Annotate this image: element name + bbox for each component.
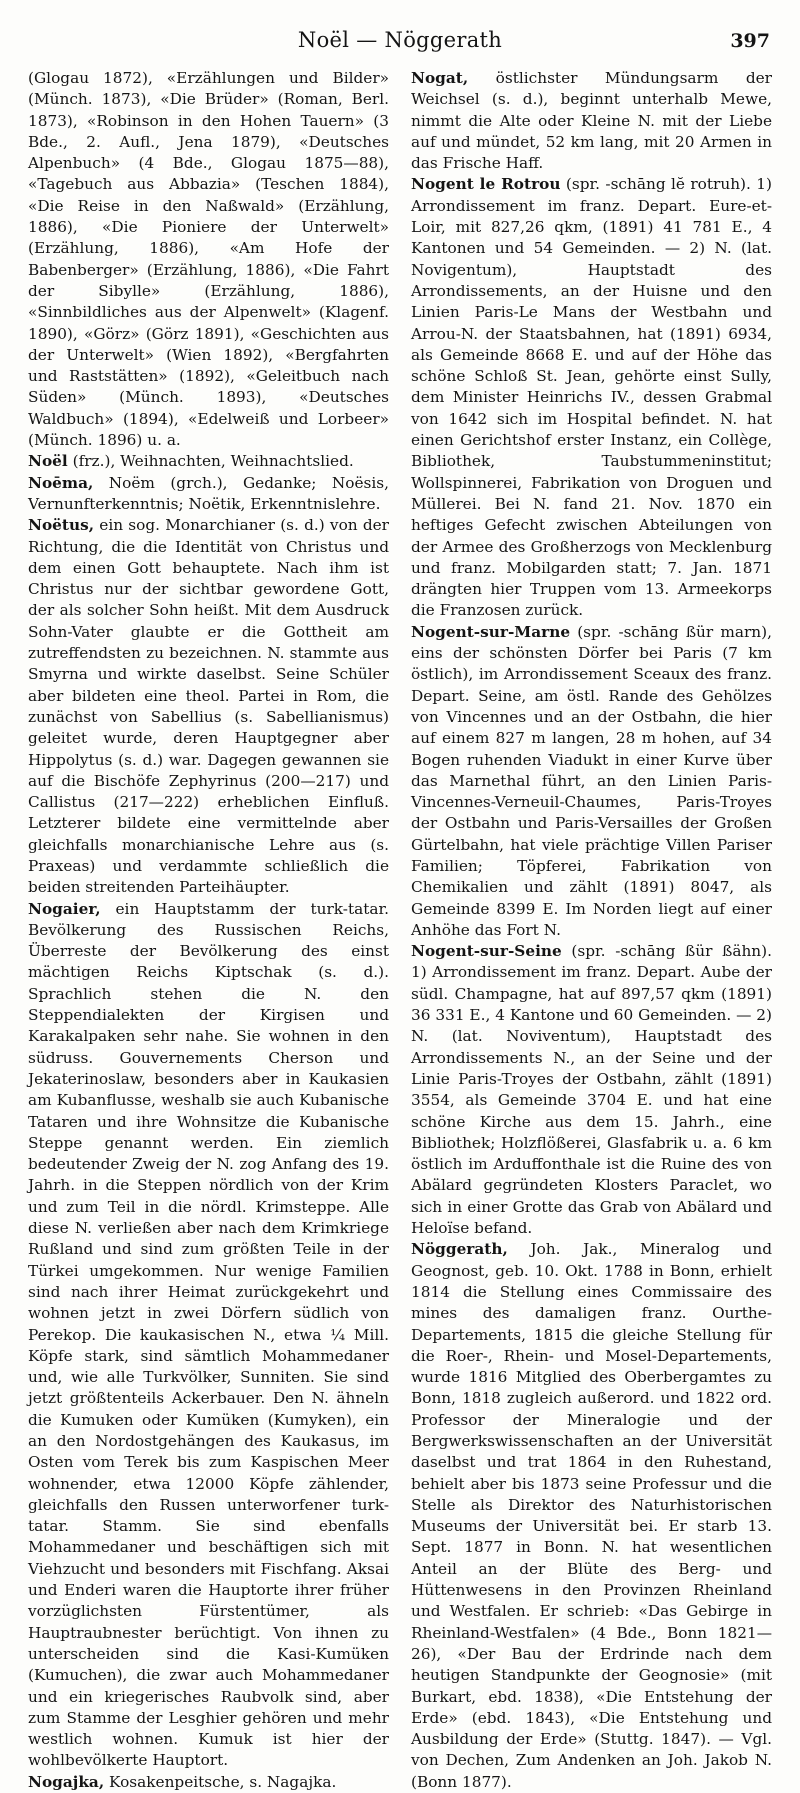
entry-noema	[28, 473, 389, 516]
entry-headword: Nogaier,	[28, 899, 101, 918]
entry-body: (Glogau 1872), «Erzählungen und Bilder» (Münch. 1873), «Die Brüder» (Roman, Berl. 1873), «Robinson in den Hohen Tauern» (3 Bde., 2. Aufl., Jena 1879), «Deutsches Alpenbuch» (4 Bde., Glogau 1875—88), «Tagebuch aus Abbazia» (Teschen 1884), «Die Reise in den Naßwald» (Erzählung, 1886), «Die Pioniere der Unterwelt» (Erzählung, 1886), «Am Hofe der Babenberger» (Erzählung, 1886), «Die Fahrt der Sibylle» (Erzählung, 1886), «Sinnbildliches aus der Alpenwelt» (Klagenf. 1890), «Görz» (Görz 1891), «Geschichten aus der Unterwelt» (Wien 1892), «Bergfahrten und Raststätten» (1892), «Geleitbuch nach Süden» (Münch. 1893), «Deutsches Waldbuch» (1894), «Edelweiß und Lorbeer» (Münch. 1896) u. a.	[28, 69, 389, 450]
page-number: 397	[730, 30, 770, 52]
entry-nogent-sur-seine	[411, 941, 772, 1239]
entry-headword: Noëtus,	[28, 516, 95, 535]
entry-nogent-sur-marne	[411, 622, 772, 941]
entry-headword: Nogent le Rotrou	[411, 175, 561, 194]
entry-nogat	[411, 68, 772, 174]
entry-noel	[28, 451, 389, 472]
entry-headword: Noël	[28, 452, 68, 471]
entry-headword: Noēma,	[28, 473, 94, 492]
entry-body: (frz.), Weihnachten, Weihnachtslied.	[72, 452, 354, 471]
entry-body: Kosakenpeitsche, s. Nagajka.	[109, 1772, 337, 1791]
entry-body: (spr. -schāng ßür marn), eins der schönsten Dörfer bei Paris (7 km östlich), im Arrondissement Sceaux des franz. Depart. Seine, am östl. Rande des Gehölzes von Vincennes und an der Ostbahn, die hier auf einem 827 m langen, 28 m hohen, auf 34 Bogen ruhenden Viadukt in einer Kurve über das Marnethal führt, an den Linien Paris-Vincennes-Verneuil-Chaumes, Paris-Troyes der Ostbahn und Paris-Versailles der Großen Gürtelbahn, hat viele prächtige Villen Pariser Familien; Töpferei, Fabrikation von Chemikalien und zählt (1891) 8047, als Gemeinde 8399 E. Im Norden liegt auf einer Anhöhe das Fort N.	[411, 622, 772, 939]
running-head-title: Noël — Nöggerath	[297, 28, 503, 52]
text-columns	[28, 68, 772, 1791]
right-column	[411, 68, 772, 1791]
entry-noetus	[28, 515, 389, 898]
entry-nogaier	[28, 899, 389, 1772]
entry-noeggerath	[411, 1239, 772, 1793]
entry-headword: Nogat,	[411, 69, 469, 87]
entry-nogajka	[28, 1772, 389, 1793]
entry-body: ein Hauptstamm der turk-tatar. Bevölkerung des Russischen Reichs, Überreste der Bevölkerung des einst mächtigen Reichs Kiptschak (s. d.). Sprachlich stehen die N. den Steppendialekten der Kirgisen und Karakalpaken sehr nahe. Sie wohnen in den südruss. Gouvernements Cherson und Jekaterinoslaw, besonders aber in Kaukasien am Kubanflusse, weshalb sie auch Kubanische Tataren und ihre Wohnsitze die Kubanische Steppe genannt werden. Ein ziemlich bedeutender Zweig der N. zog Anfang des 19. Jahrh. in die Steppen nördlich von der Krim und zum Teil in die nördl. Krimsteppe. Alle diese N. verließen aber nach dem Krimkriege Rußland und sind zum größten Teile in der Türkei umgekommen. Nur wenige Familien sind nach ihrer Heimat zurückgekehrt und wohnen jetzt in zwei Dörfern südlich von Perekop. Die kaukasischen N., etwa ¼ Mill. Köpfe stark, sind sämtlich Mohammedaner und, wie alle Turkvölker, Sunniten. Sie sind jetzt größtenteils Ackerbauer. Den N. ähneln die Kumuken oder Kumüken (Kumyken), ein an den Nordostgehängen des Kaukasus, im Osten vom Terek bis zum Kaspischen Meer wohnender, etwa 12000 Köpfe zählender, gleichfalls den Russen unterworfener turk-tatar. Stamm. Sie sind ebenfalls Mohammedaner und beschäftigen sich mit Viehzucht und besonders mit Fischfang. Aksai und Enderi waren die Hauptorte ihrer früher vorzüglichsten Fürstentümer, als Hauptraubnester berüchtigt. Von ihnen zu unterscheiden sind die Kasi-Kumüken (Kumuchen), die zwar auch Mohammedaner und ein kriegerisches Raubvolk sind, aber zum Stamme der Lesghier gehören und mehr westlich wohnen. Kumuk ist hier der wohlbevölkerte Hauptort.	[28, 899, 389, 1770]
entry-body: östlichster Mündungsarm der Weichsel (s. d.), beginnt unterhalb Mewe, nimmt die Alte oder Kleine N. mit der Liebe auf und mündet, 52 km lang, mit 20 Armen in das Frische Haff.	[411, 69, 772, 173]
entry-headword: Nöggerath,	[411, 1240, 508, 1259]
entry-body: (spr. -schāng ßür ßähn). 1) Arrondissement im franz. Depart. Aube der südl. Champagne, hat auf 897,57 qkm (1891) 36 331 E., 4 Kantone und 60 Gemeinden. — 2) N. (lat. Noviventum), Hauptstadt des Arrondissements N., an der Seine und der Linie Paris-Troyes der Ostbahn, zählt (1891) 3554, als Gemeinde 3704 E. und hat eine schöne Kirche aus dem 15. Jahrh., eine Bibliothek; Holzflößerei, Glasfabrik u. a. 6 km östlich im Arduffonthale ist die Ruine des von Abälard gegründeten Klosters Paraclet, wo sich in einer Grotte das Grab von Abälard und Heloïse befand.	[411, 942, 772, 1238]
left-column	[28, 68, 389, 1791]
entry-nogent-le-rotrou	[411, 174, 772, 621]
entry-headword: Nogajka,	[28, 1772, 105, 1791]
entry-body: Joh. Jak., Mineralog und Geognost, geb. 10. Okt. 1788 in Bonn, erhielt 1814 die Stellung eines Commissaire des mines des damaligen franz. Ourthe-Departements, 1815 die gleiche Stellung für die Roer-, Rhein- und Mosel-Departements, wurde 1816 Mitglied des Oberbergamtes zu Bonn, 1818 zugleich außerord. und 1822 ord. Professor der Mineralogie und der Bergwerkswissenschaften an der Universität daselbst und trat 1864 in den Ruhestand, behielt aber bis 1873 seine Professur und die Stelle als Direktor des Naturhistorischen Museums der Universität bei. Er starb 13. Sept. 1877 in Bonn. N. hat wesentlichen Anteil an der Blüte des Berg- und Hüttenwesens in den Provinzen Rheinland und Westfalen. Er schrieb: «Das Gebirge in Rheinland-Westfalen» (4 Bde., Bonn 1821—26), «Der Bau der Erdrinde nach dem heutigen Standpunkte der Geognosie» (mit Burkart, ebd. 1838), «Die Entstehung der Erde» (ebd. 1843), «Die Entstehung und Ausbildung der Erde» (Stuttg. 1847). — Vgl. von Dechen, Zum Andenken an Joh. Jakob N. (Bonn 1877).	[411, 1240, 772, 1791]
running-header	[28, 28, 772, 60]
entry-continued	[28, 68, 389, 451]
entry-headword: Nogent-sur-Marne	[411, 622, 571, 641]
entry-body: ein sog. Monarchianer (s. d.) von der Richtung, die die Identität von Christus und dem einen Gott behauptete. Nach ihm ist Christus nur der sichtbar gewordene Gott, der als solcher Sohn heißt. Mit dem Ausdruck Sohn-Vater glaubte er die Gottheit am zutreffendsten zu bezeichnen. N. stammte aus Smyrna und wirkte daselbst. Seine Schüler aber bildeten eine theol. Partei in Rom, die zunächst von Sabellius (s. Sabellianismus) geleitet wurde, deren Hauptgegner aber Hippolytus (s. d.) war. Dagegen gewannen sie auf die Bischöfe Zephyrinus (200—217) und Callistus (217—222) erheblichen Einfluß. Letzterer bildete eine vermittelnde aber gleichfalls monarchianische Lehre aus (s. Praxeas) und verdammte schließlich die beiden streitenden Parteihäupter.	[28, 516, 389, 897]
entry-body: Noëm (grch.), Gedanke; Noësis, Vernunfterkenntnis; Noëtik, Erkenntnislehre.	[28, 473, 389, 513]
entry-body: (spr. -schāng lĕ rotruh). 1) Arrondissement im franz. Depart. Eure-et-Loir, mit 827,26 qkm, (1891) 41 781 E., 4 Kantonen und 54 Gemeinden. — 2) N. (lat. Novigentum), Hauptstadt des Arrondissements, an der Huisne und den Linien Paris-Le Mans der Westbahn und Arrou-N. der Staatsbahnen, hat (1891) 6934, als Gemeinde 8668 E. und auf der Höhe das schöne Schloß St. Jean, gehörte einst Sully, dem Minister Heinrichs IV., dessen Grabmal von 1642 sich im Hospital befindet. N. hat einen Gerichtshof erster Instanz, ein Collège, Bibliothek, Taubstummeninstitut; Wollspinnerei, Fabrikation von Droguen und Müllerei. Bei N. fand 21. Nov. 1870 ein heftiges Gefecht zwischen Abteilungen von der Armee des Großherzogs von Mecklenburg und franz. Mobilgarden statt; 7. Jan. 1871 drängten hier Truppen vom 13. Armeekorps die Franzosen zurück.	[411, 175, 772, 620]
entry-headword: Nogent-sur-Seine	[411, 942, 562, 961]
